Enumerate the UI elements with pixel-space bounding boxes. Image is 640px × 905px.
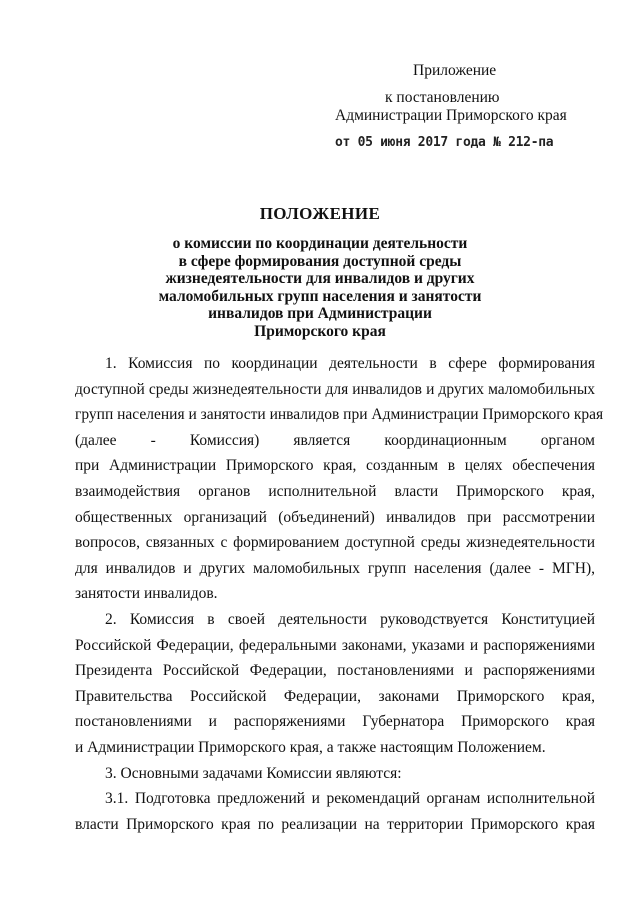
- document-title: ПОЛОЖЕНИЕ: [259, 204, 381, 223]
- paragraph-3-1-line: 3.1. Подготовка предложений и рекомендаций органам исполнительной: [105, 790, 595, 808]
- paragraph-1-line: для инвалидов и других маломобильных групп населения (далее - МГН),: [75, 559, 595, 577]
- paragraph-1-line: групп населения и занятости инвалидов при Администрации Приморского края: [75, 406, 604, 424]
- paragraph-1-line: (далее - Комиссия) является координационным органом: [75, 431, 595, 449]
- paragraph-1-line: 1. Комиссия по координации деятельности в сфере формирования: [105, 355, 595, 372]
- paragraph-1-line: доступной среды жизнедеятельности для инвалидов и других маломобильных: [75, 380, 595, 398]
- paragraph-2-line: 2. Комиссия в своей деятельности руководствуется Конституцией: [105, 610, 595, 628]
- subtitle-line: в сфере формирования доступной среды: [178, 252, 462, 270]
- paragraph-2-line: постановлениями и распоряжениями Губернатора Приморского края: [75, 713, 595, 731]
- administration-name: Администрации Приморского края: [335, 107, 567, 124]
- paragraph-3-1-line: власти Приморского края по реализации на территории Приморского края: [75, 815, 595, 833]
- subtitle-line: о комиссии по координации деятельности: [172, 235, 468, 252]
- paragraph-1-line: при Администрации Приморского края, созданным в целях обеспечения: [75, 457, 595, 475]
- document-title-block: [120, 203, 520, 341]
- document-body: [75, 351, 604, 837]
- resolution-date-number: от 05 июня 2017 года № 212-па: [335, 135, 554, 150]
- paragraph-1-line: общественных организаций (объединений) инвалидов при рассмотрении: [75, 508, 595, 526]
- paragraph-3-line: 3. Основными задачами Комиссии являются:: [105, 764, 402, 782]
- paragraph-2-line: Правительства Российской Федерации, законами Приморского края,: [75, 687, 595, 705]
- subtitle-line: Приморского края: [254, 322, 386, 340]
- subtitle-line: маломобильных групп населения и занятости: [158, 287, 482, 305]
- paragraph-1-line: вопросов, связанных с формированием доступной среды жизнедеятельности: [75, 534, 595, 552]
- paragraph-2-line: и Администрации Приморского края, а также настоящим Положением.: [75, 738, 546, 756]
- paragraph-1-line: занятости инвалидов.: [75, 585, 218, 603]
- paragraph-2-line: Российской Федерации, федеральными законами, указами и распоряжениями: [75, 636, 595, 654]
- paragraph-1-line: взаимодействия органов исполнительной власти Приморского края,: [75, 482, 595, 500]
- subtitle-line: жизнедеятельности для инвалидов и других: [165, 270, 475, 288]
- resolution-reference: к постановлению: [385, 89, 500, 106]
- appendix-label: Приложение: [413, 62, 497, 79]
- paragraph-2-line: Президента Российской Федерации, постановлениями и распоряжениями: [75, 662, 595, 680]
- subtitle-line: инвалидов при Администрации: [208, 305, 432, 323]
